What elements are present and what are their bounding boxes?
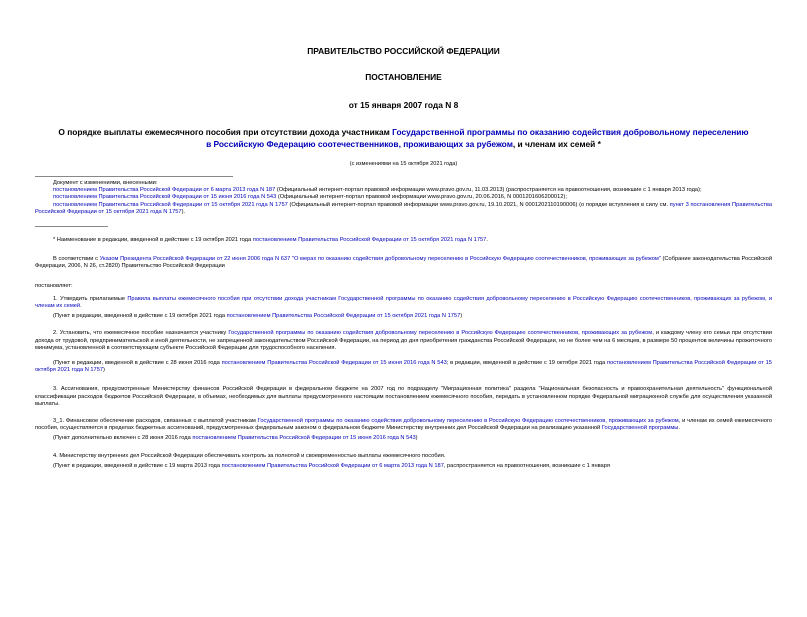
change-link[interactable]: постановлением Правительства Российской Федерации от 15 июня 2016 года N 543: [53, 194, 277, 201]
note-link-2[interactable]: постановлением Правительства Российской Федерации от 15 октября 2021 года N 1757: [35, 360, 772, 374]
change-text: (Официальный интернет-портал правовой информации www.pravo.gov.ru, 19.10.2021, N 0001202110190006) (о порядке вступления в силу см.: [287, 201, 670, 208]
note-link[interactable]: постановлением Правительства Российской Федерации от 6 марта 2013 года N 187: [221, 462, 444, 469]
change-link-2[interactable]: пункт 3 постановления Правительства Российской Федерации от 15 октября 2021 года N 1757: [35, 201, 773, 215]
note-mid: ; в редакции, введенной в действие с 19 октября 2021 года: [446, 360, 608, 367]
change-link[interactable]: постановлением Правительства Российской Федерации от 15 октября 2021 года N 1757: [53, 201, 288, 208]
title-text-2: , и членам их семей *: [512, 138, 601, 149]
document-title: [56, 127, 751, 150]
clause-4: 4. Министерству внутренних дел Российской Федерации обеспечивать контроль за полнотой и своевременностью выплаты ежемесячного пособия.: [53, 452, 446, 459]
revisions-note: (с изменениями на 15 октября 2021 года): [349, 161, 458, 167]
clause-3: 3. Ассигнования, предусмотренные Министерству финансов Российской Федерации в федеральном бюджете на 2007 год по подразделу "Миграционная политика" раздела "Национальная безопасность и правоохранительная деятельность" функциональной классификации расходов бюджетов Российской Федерации, в объемах, необходимых для выплаты предусмотренного настоящим постановлением ежемесячного пособия, передать в установленном порядке Федеральной миграционной службе для осуществления указанной выплаты.: [35, 386, 772, 407]
note-link[interactable]: постановлением Правительства Российской Федерации от 15 июня 2016 года N 543: [192, 435, 416, 442]
document-page: [0, 46, 807, 617]
clause-3-1-text-1: 3_1. Финансовое обеспечение расходов, связанных с выплатой участникам: [53, 418, 258, 425]
program-short-link[interactable]: Государственной программы: [601, 425, 679, 432]
clause-3-1: [35, 418, 772, 432]
clause-2-text-1: 2. Установить, что ежемесячное пособие назначается участнику: [53, 330, 229, 337]
footnote-end: .: [486, 237, 488, 244]
preamble-text-2: (Собрание законодательства Российской Федерации, 2006, N 26, ст.2820) Правительство Российской Федерации: [35, 256, 772, 270]
clause-1-note: [35, 313, 772, 320]
document-body: [0, 180, 807, 216]
issuer-heading: ПРАВИТЕЛЬСТВО РОССИЙСКОЙ ФЕДЕРАЦИИ: [307, 46, 500, 56]
clause-4-note: [35, 463, 772, 470]
preamble-text-1: В соответствии с: [53, 256, 100, 263]
preamble-decree-link[interactable]: Указом Президента Российской Федерации от 22 июня 2006 года N 637 "О мерах по оказанию содействия добровольному переселению в Российскую Федерацию соотечественников, проживающих за рубежом": [99, 256, 661, 263]
title-program-link[interactable]: Государственной программы по оказанию содействия добровольному переселению в Российскую Федерацию соотечественников, проживающих за рубежом: [206, 127, 749, 149]
clause-1-end: .: [80, 303, 82, 310]
footnote-link[interactable]: постановлением Правительства Российской Федерации от 15 октября 2021 года N 1757: [252, 237, 487, 244]
note-link[interactable]: постановлением Правительства Российской Федерации от 15 июня 2016 года N 543: [221, 360, 447, 367]
clause-2-text-2: , и каждому члену его семьи при отсутствии дохода от трудовой, предпринимательской и иной деятельности, не запрещенной законодательством Российской Федерации, на период до дня приобретения гражданства Российской Федерации, но не более чем на 6 месяцев, в размере 50 процентов величины прожиточного минимума, установленной в соответствующем субъекте Российской Федерации для трудоспособного населения.: [35, 330, 773, 351]
changes-intro: Документ с изменениями, внесенными:: [53, 180, 158, 186]
change-text-2: ).: [181, 208, 186, 215]
preamble: [35, 256, 772, 270]
note-end: ): [103, 367, 105, 374]
note-end: , распространяется на правоотношения, возникшие с 1 января: [443, 462, 610, 469]
note-text: (Пункт в редакции, введенной в действие с 19 октября 2021 года: [53, 313, 227, 320]
note-link[interactable]: постановлением Правительства Российской Федерации от 15 октября 2021 года N 1757: [226, 313, 461, 320]
note-end: ): [415, 435, 418, 442]
clause-1: [35, 296, 772, 310]
program-link[interactable]: Государственной программы по оказанию содействия добровольному переселению в Российскую Федерацию соотечественников, проживающих за рубежом: [257, 418, 679, 425]
footnote: [35, 237, 772, 244]
change-link[interactable]: постановлением Правительства Российской Федерации от 6 марта 2013 года N 187: [53, 187, 276, 194]
change-item: [35, 202, 772, 216]
change-text: (Официальный интернет-портал правовой информации www.pravo.gov.ru, 11.03.2013) (распространяется на правоотношения, возникшие с 1 января 2013 года);: [275, 187, 702, 194]
divider-footnote: [35, 226, 108, 227]
clause-1-text: 1. Утвердить прилагаемые: [53, 295, 128, 302]
clause-3-1-end: .: [678, 425, 680, 432]
rules-link[interactable]: Правила выплаты ежемесячного пособия при отсутствии дохода участникам Государственной программы по оказанию содействия добровольному переселению в Российскую Федерацию соотечественников, проживающих за рубежом, и членам их семей: [35, 295, 772, 310]
resolves-word: постановляет:: [35, 282, 73, 289]
clause-3-1-text-2: , и членам их семей ежемесячного пособия, осуществляется в пределах бюджетных ассигнований, предусмотренных федеральным законом о федеральном бюджете Министерству внутренних дел Российской Федерации на реализацию указанной: [35, 418, 772, 432]
doc-type-heading: ПОСТАНОВЛЕНИЕ: [365, 72, 442, 82]
note-text: (Пункт в редакции, введенной в действие с 28 июня 2016 года: [53, 360, 222, 367]
footnote-text: * Наименование в редакции, введенной в действие с 19 октября 2021 года: [53, 237, 253, 244]
change-item: [35, 194, 772, 201]
program-link[interactable]: Государственной программы по оказанию содействия добровольному переселению в Российскую Федерацию соотечественников, проживающих за рубежом: [228, 330, 653, 337]
divider-top: [35, 176, 233, 177]
clause-3-1-note: [35, 435, 772, 442]
clause-2: [35, 330, 772, 352]
note-text: (Пункт в редакции, введенной в действие с 19 марта 2013 года: [53, 462, 222, 469]
note-end: ): [460, 313, 463, 320]
title-text-1: О порядке выплаты ежемесячного пособия при отсутствии дохода участникам: [58, 127, 393, 137]
document-body-main: [0, 237, 807, 470]
note-text: (Пункт дополнительно включен с 28 июня 2016 года: [53, 435, 193, 442]
doc-date-number: от 15 января 2007 года N 8: [348, 100, 459, 110]
change-text: (Официальный интернет-портал правовой информации www.pravo.gov.ru, 20.06.2016, N 0001201606200012);: [276, 194, 567, 201]
clause-2-note: [35, 360, 772, 374]
